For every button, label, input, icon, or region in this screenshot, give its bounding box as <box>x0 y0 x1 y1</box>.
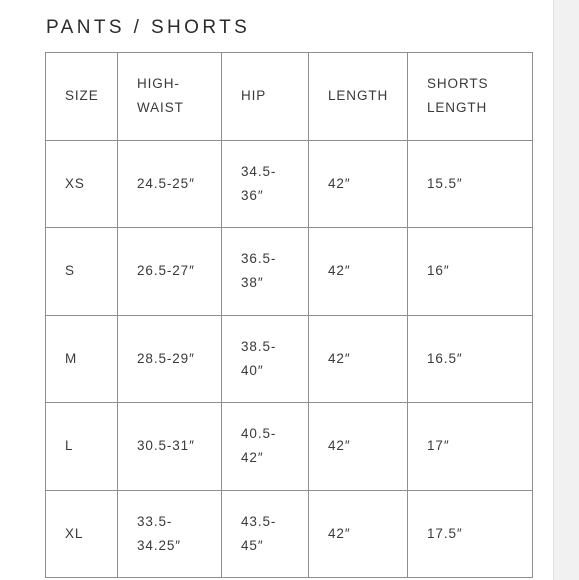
high-waist-cell: 33.5- 34.25″ <box>118 490 222 578</box>
size-cell: M <box>46 315 118 403</box>
header-high-waist: HIGH- WAIST <box>118 53 222 141</box>
high-waist-cell: 26.5-27″ <box>118 228 222 316</box>
size-cell: XL <box>46 490 118 578</box>
header-shorts-length: SHORTS LENGTH <box>408 53 533 141</box>
high-waist-cell: 30.5-31″ <box>118 403 222 491</box>
shorts-length-cell: 15.5″ <box>408 140 533 228</box>
shorts-length-cell: 16″ <box>408 228 533 316</box>
size-chart-table <box>45 52 533 578</box>
hip-cell: 34.5- 36″ <box>222 140 309 228</box>
table-row <box>46 140 533 228</box>
page-title: PANTS / SHORTS <box>46 17 251 38</box>
hip-cell: 36.5- 38″ <box>222 228 309 316</box>
high-waist-cell: 28.5-29″ <box>118 315 222 403</box>
shorts-length-cell: 17″ <box>408 403 533 491</box>
length-cell: 42″ <box>309 403 408 491</box>
table-row <box>46 403 533 491</box>
hip-cell: 43.5- 45″ <box>222 490 309 578</box>
size-cell: L <box>46 403 118 491</box>
length-cell: 42″ <box>309 490 408 578</box>
size-cell: XS <box>46 140 118 228</box>
hip-cell: 40.5- 42″ <box>222 403 309 491</box>
header-size: SIZE <box>46 53 118 141</box>
header-length: LENGTH <box>309 53 408 141</box>
table-row <box>46 315 533 403</box>
shorts-length-cell: 17.5″ <box>408 490 533 578</box>
hip-cell: 38.5- 40″ <box>222 315 309 403</box>
shorts-length-cell: 16.5″ <box>408 315 533 403</box>
length-cell: 42″ <box>309 315 408 403</box>
table-row <box>46 228 533 316</box>
length-cell: 42″ <box>309 228 408 316</box>
table-row <box>46 490 533 578</box>
high-waist-cell: 24.5-25″ <box>118 140 222 228</box>
table-header-row <box>46 53 533 141</box>
length-cell: 42″ <box>309 140 408 228</box>
header-hip: HIP <box>222 53 309 141</box>
size-cell: S <box>46 228 118 316</box>
